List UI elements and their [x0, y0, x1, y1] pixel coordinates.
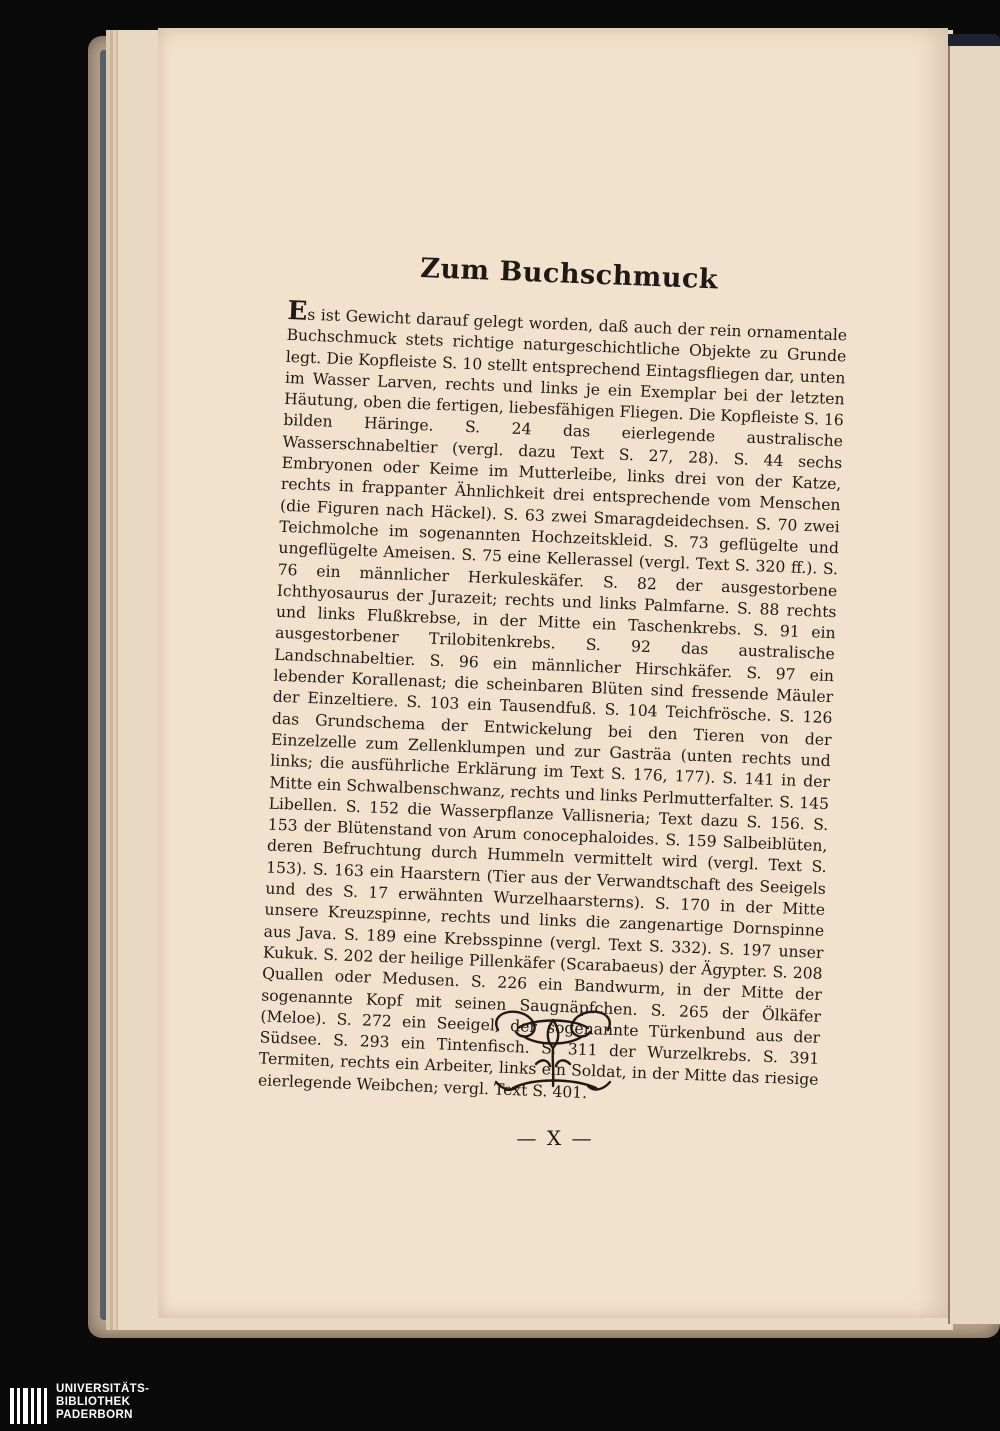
library-barcode-logo-icon — [8, 1386, 50, 1426]
drop-cap: E — [287, 295, 308, 327]
facing-page-edge — [948, 46, 1000, 1324]
page-text-block — [258, 248, 850, 1113]
footer-bar — [0, 1381, 1000, 1431]
page-title: Zum Buchschmuck — [419, 253, 719, 296]
vignette-ornament-icon — [478, 1000, 628, 1100]
logo-line-3: PADERBORN — [56, 1409, 133, 1421]
page-body-text: s ist Gewicht darauf gelegt worden, daß auch der rein ornamentale Buchschmuck stets richtige naturgeschichtliche Objekte zu Grunde legt. Die Kopfleiste S. 10 stellt entsprechend Eintagsfliegen dar, unten im Wasser Larven, rechts und links je ein Exemplar bei der letzten Häutung, oben die fertigen, liebesfähigen Fliegen. Die Kopfleiste S. 16 bilden Häringe. S. 24 das eierlegende australische Wasserschnabeltier (vergl. dazu Text S. 27, 28). S. 44 sechs Embryonen oder Keime im Mutterleibe, links drei von der Katze, rechts in frappanter Ähnlichkeit drei entsprechende vom Menschen (die Figuren nach Häckel). S. 63 zwei Smaragdeidechsen. S. 70 zwei Teichmolche im sogenannten Hochzeitskleid. S. 73 geflügelte und ungeflügelte Ameisen. S. 75 eine Kellerassel (vergl. Text S. 320 ff.). S. 76 ein männlicher Herkuleskäfer. S. 82 der ausgestorbene Ichthyosaurus der Jurazeit; rechts und links Palmfarne. S. 88 rechts und links Flußkrebse, in der Mitte ein Taschenkrebs. S. 91 ein ausgestorbener Trilobitenkrebs. S. 92 das australische Landschnabeltier. S. 96 ein männlicher Hirschkäfer. S. 97 ein lebender Korallenast; die scheinbaren Blüten sind fressende Mäuler der Einzeltiere. S. 103 ein Tausendfuß. S. 104 Teichfrösche. S. 126 das Grundschema der Entwickelung bei den Tieren von der Einzelzelle zum Zellenklumpen und zur Gasträa (unten rechts und links; die ausführliche Erklärung im Text S. 176, 177). S. 141 in der Mitte ein Schwalbenschwanz, rechts und links Perlmutterfalter. S. 145 Libellen. S. 152 die Wasserpflanze Vallisneria; Text dazu S. 156. S. 153 der Blütenstand von Arum conocephaloides. S. 159 Salbeiblüten, deren Befruchtung durch Hummeln vermittelt wird (vergl. Text S. 153). S. 163 ein Haarstern (Tier aus der Verwandtschaft des Seeigels und des S. 17 erwähnten Wurzelhaarsterns). S. 170 in der Mitte unsere Kreuzspinne, rechts und links die zangenartige Dornspinne aus Java. S. 189 eine Krebsspinne (vergl. Text S. 332). S. 197 unser Kukuk. S. 202 der heilige Pillenkäfer (Scarabaeus) der Ägypter. S. 208 Quallen oder Medusen. S. 226 ein Bandwurm, in der Mitte der sogenannte Kopf mit seinen Saugnäpfchen. S. 265 der Ölkäfer (Meloe). S. 272 ein Seeigel, der sogenannte Türkenbund aus der Südsee. S. 293 ein Tintenfisch. S. 311 der Wurzelkrebs. S. 391 Termiten, rechts ein Arbeiter, links ein Soldat, in der Mitte das riesige eierlegende Weibchen; vergl. Text S. 401. — [257, 305, 848, 1102]
page-body — [257, 295, 848, 1113]
library-logo-text — [56, 1383, 149, 1422]
logo-line-2: BIBLIOTHEK — [56, 1396, 131, 1408]
logo-line-1: UNIVERSITÄTS- — [56, 1383, 150, 1395]
page-number: — X — — [516, 1126, 594, 1150]
